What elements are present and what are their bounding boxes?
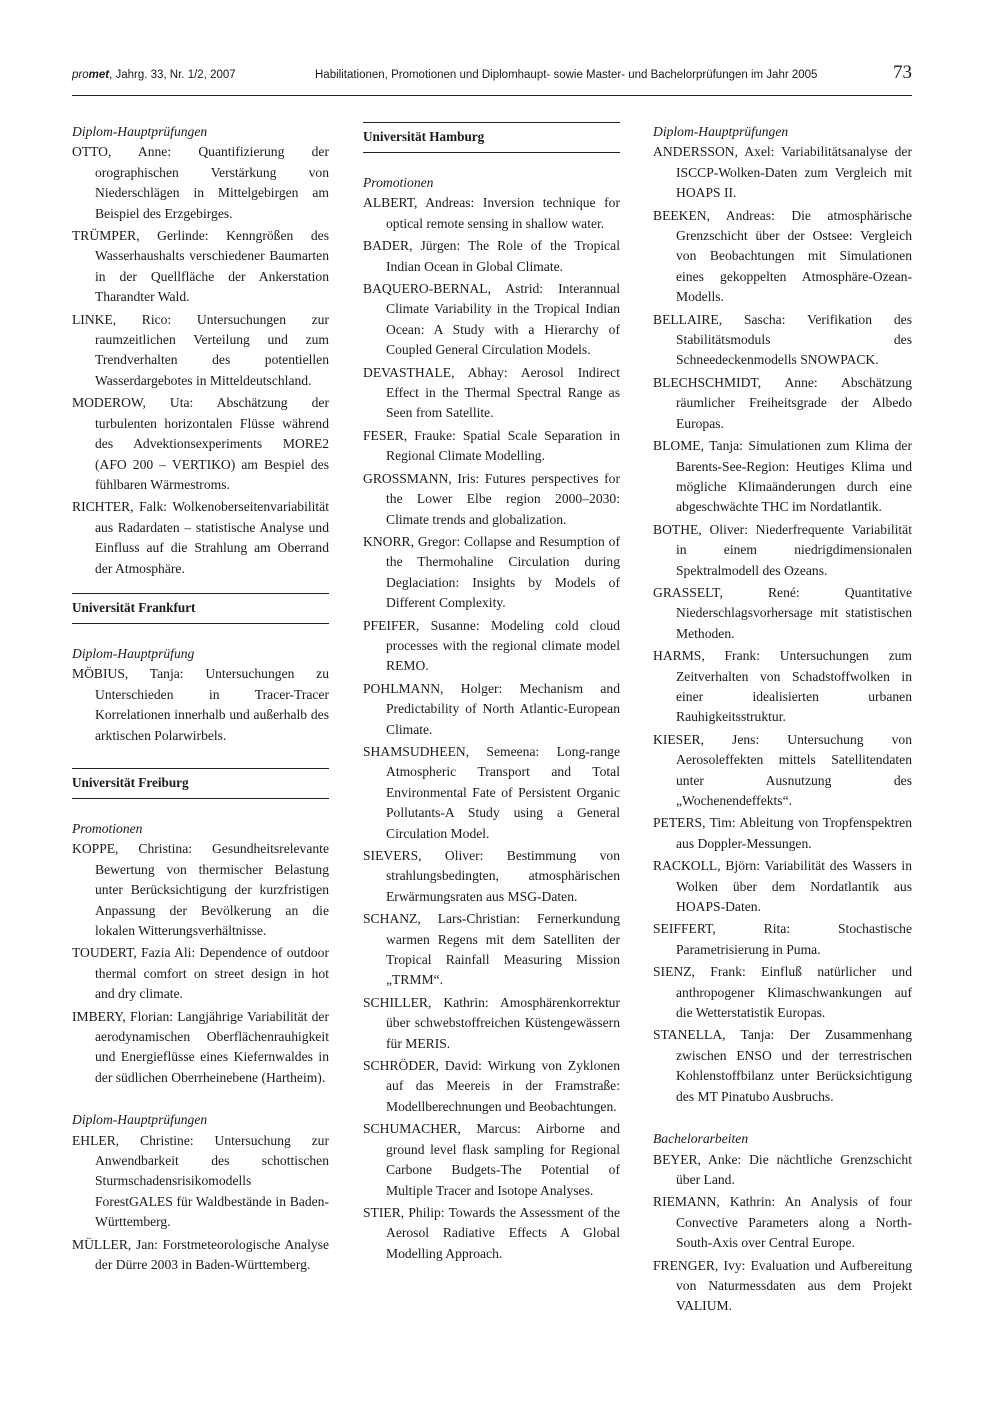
entry: FRENGER, Ivy: Evaluation und Aufbereitung von Naturmessdaten aus dem Projekt VALIUM. xyxy=(653,1257,912,1314)
entry: FESER, Frauke: Spatial Scale Separation in Regional Climate Modelling. xyxy=(363,427,620,464)
entry: PETERS, Tim: Ableitung von Tropfenspektren aus Doppler-Messungen. xyxy=(653,815,912,851)
entry: MÜLLER, Jan: Forstmeteorologische Analyse der Dürre 2003 in Baden-Württemberg. xyxy=(72,1236,329,1273)
section-heading: Promotionen xyxy=(72,820,143,836)
entry: SEIFFERT, Rita: Stochastische Parametrisierung in Puma. xyxy=(653,921,912,957)
section-heading: Diplom-Hauptprüfungen xyxy=(653,124,789,139)
entry: RACKOLL, Björn: Variabilität des Wassers in Wolken über dem Nordatlantik aus HOAPS-Daten. xyxy=(653,858,912,915)
entry: SIENZ, Frank: Einfluß natürlicher und anthropogener Klimaschwankungen auf die Wetterstatistik Europas. xyxy=(653,964,912,1021)
entry: SCHRÖDER, David: Wirkung von Zyklonen auf das Meereis in der Framstraße: Modellberechnungen und Beobachtungen. xyxy=(363,1058,620,1114)
entry: STANELLA, Tanja: Der Zusammenhang zwischen ENSO und der terrestrischen Kohlenstoffbilanz unter Berücksichtigung des MT Pinatubo Ausbruchs. xyxy=(653,1027,912,1104)
entry: HARMS, Frank: Untersuchungen zum Zeitverhalten von Schadstoffwolken in einer idealisierten urbanen Rauhigkeitsstruktur. xyxy=(653,648,912,725)
entry: BELLAIRE, Sascha: Verifikation des Stabilitätsmoduls des Schneedeckenmodells SNOWPACK. xyxy=(653,311,912,368)
page-number: 73 xyxy=(893,62,912,83)
issue-info: , Jahrg. 33, Nr. 1/2, 2007 xyxy=(109,69,236,81)
section-heading: Promotionen xyxy=(363,175,434,190)
entry: BEEKEN, Andreas: Die atmosphärische Grenzschicht über der Ostsee: Vergleich von Beobachtungen mit Simulationen eines gekoppelten Atmosphäre-Ozean-Modells. xyxy=(653,207,912,305)
entry: TOUDERT, Fazia Ali: Dependence of outdoor thermal comfort on street design in hot and dry climate. xyxy=(72,945,329,1002)
entry: SCHUMACHER, Marcus: Airborne and ground level flask sampling for Regional Carbone Budgets-The Potential of Multiple Tracer and Isotope Analyses. xyxy=(363,1121,620,1198)
entry: ALBERT, Andreas: Inversion technique for optical remote sensing in shallow water. xyxy=(363,195,620,231)
brand-suffix: met xyxy=(88,69,110,81)
entry: BOTHE, Oliver: Niederfrequente Variabilität in einem niedrigdimensionalen Spektralmodell des Ozeans. xyxy=(653,521,912,578)
entry: BADER, Jürgen: The Role of the Tropical Indian Ocean in Global Climate. xyxy=(363,238,620,274)
entry: MODEROW, Uta: Abschätzung der turbulenten horizontalen Flüsse während des Advektionsexperiments MORE2 (AFO 200 – VERTIKO) am Bespiel des fühlbaren Wärmestroms. xyxy=(72,395,329,492)
entry: BLECHSCHMIDT, Anne: Abschätzung räumlicher Freiheitsgrade der Albedo Europas. xyxy=(653,374,912,431)
section-heading: Diplom-Hauptprüfungen xyxy=(72,124,208,139)
entry: IMBERY, Florian: Langjährige Variabilität der aerodynamischen Oberflächenrauhigkeit und Energieflüsse eines Kiefernwaldes in der südlichen Oberrheinebene (Hartheim). xyxy=(72,1008,329,1085)
entry: BEYER, Anke: Die nächtliche Grenzschicht über Land. xyxy=(653,1151,912,1187)
entry: LINKE, Rico: Untersuchungen zur raumzeitlichen Verteilung und zum Trendverhalten des potentiellen Wasserdargebotes in Mitteldeutschland. xyxy=(72,311,329,388)
entry: OTTO, Anne: Quantifizierung der orographischen Verstärkung von Niederschlägen in Mittelgebirgen am Beispiel des Erzgebirges. xyxy=(72,144,329,221)
entry: RICHTER, Falk: Wolkenoberseitenvariabilität aus Radardaten – statistische Analyse und Einfluss auf die Strahlung am Oberrand der Atmosphäre. xyxy=(72,499,329,576)
running-header xyxy=(72,62,912,86)
university-heading-freiburg: Universität Freiburg xyxy=(72,768,329,799)
column-left xyxy=(72,122,329,1278)
header-title: Habilitationen, Promotionen und Diplomhaupt- sowie Master- und Bachelorprüfungen im Jahr 2005 xyxy=(315,69,818,81)
entry: SIEVERS, Oliver: Bestimmung von strahlungsbedingten, atmosphärischen Erwärmungsraten aus MSG-Daten. xyxy=(363,848,620,904)
journal-info xyxy=(72,69,236,81)
entry: ANDERSSON, Axel: Variabilitätsanalyse der ISCCP-Wolken-Daten zum Vergleich mit HOAPS II. xyxy=(653,144,912,201)
university-heading-frankfurt: Universität Frankfurt xyxy=(72,593,329,624)
header-rule xyxy=(72,95,912,96)
entry: GROSSMANN, Iris: Futures perspectives for the Lower Elbe region 2000–2030: Climate trends and globalization. xyxy=(363,470,620,527)
entry: DEVASTHALE, Abhay: Aerosol Indirect Effect in the Thermal Spectral Range as Seen from Satellite. xyxy=(363,364,620,421)
entry: KIESER, Jens: Untersuchung von Aerosoleffekten mittels Satellitendaten unter Ausnutzung des „Wochenendeffekts“. xyxy=(653,731,912,808)
section-heading: Diplom-Hauptprüfungen xyxy=(72,1112,208,1128)
entry: BAQUERO-BERNAL, Astrid: Interannual Climate Variability in the Tropical Indian Ocean: A Study with a Hierarchy of Coupled General Circulation Models. xyxy=(363,281,620,358)
entry: BLOME, Tanja: Simulationen zum Klima der Barents-See-Region: Heutiges Klima und mögliche Klimaänderungen durch eine abgeschwächte THC im Nordatlantik. xyxy=(653,438,912,515)
entry: POHLMANN, Holger: Mechanism and Predictability of North Atlantic-European Climate. xyxy=(363,680,620,737)
university-heading-hamburg: Universität Hamburg xyxy=(363,122,620,153)
entry: GRASSELT, René: Quantitative Niederschlagsvorhersage mit statistischen Methoden. xyxy=(653,584,912,641)
brand-prefix: pro xyxy=(72,69,89,81)
entry: EHLER, Christine: Untersuchung zur Anwendbarkeit des schottischen Sturmschadensrisikomodells ForestGALES für Waldbestände in Baden-Württemberg. xyxy=(72,1132,329,1230)
entry: SHAMSUDHEEN, Semeena: Long-range Atmospheric Transport and Total Environmental Fate of Persistent Organic Pollutants-A Study using a General Circulation Model. xyxy=(363,743,620,841)
column-right xyxy=(653,122,912,1319)
entry: RIEMANN, Kathrin: An Analysis of four Convective Parameters along a North-South-Axis over Central Europe. xyxy=(653,1194,912,1251)
column-middle xyxy=(363,122,620,1266)
entry: KOPPE, Christina: Gesundheitsrelevante Bewertung von thermischer Belastung unter Berücksichtigung der kurzfristigen Anpassung der Bevölkerung an die lokalen Witterungsverhältnisse. xyxy=(72,841,329,938)
entry: TRÜMPER, Gerlinde: Kenngrößen des Wasserhaushalts verschiedener Baumarten in der Quellfläche der Ankerstation Tharandter Wald. xyxy=(72,228,329,305)
entry: PFEIFER, Susanne: Modeling cold cloud processes with the regional climate model REMO. xyxy=(363,617,620,674)
entry: STIER, Philip: Towards the Assessment of the Aerosol Radiative Effects A Global Modelling Approach. xyxy=(363,1204,620,1261)
entry: SCHILLER, Kathrin: Amosphärenkorrektur über schwebstoffreichen Küstengewässern für MERIS. xyxy=(363,994,620,1051)
entry: KNORR, Gregor: Collapse and Resumption of the Thermohaline Circulation during Deglaciation: Insights by Models of Different Complexity. xyxy=(363,533,620,611)
section-heading: Bachelorarbeiten xyxy=(653,1131,749,1147)
entry: MÖBIUS, Tanja: Untersuchungen zu Unterschieden in Tracer-Tracer Korrelationen innerhalb und außerhalb des arktischen Polarwirbels. xyxy=(72,666,329,743)
entry: SCHANZ, Lars-Christian: Fernerkundung warmen Regens mit dem Satelliten der Tropical Rainfall Measuring Mission „TRMM“. xyxy=(363,911,620,988)
journal-brand xyxy=(72,69,109,81)
section-heading: Diplom-Hauptprüfung xyxy=(72,645,195,661)
